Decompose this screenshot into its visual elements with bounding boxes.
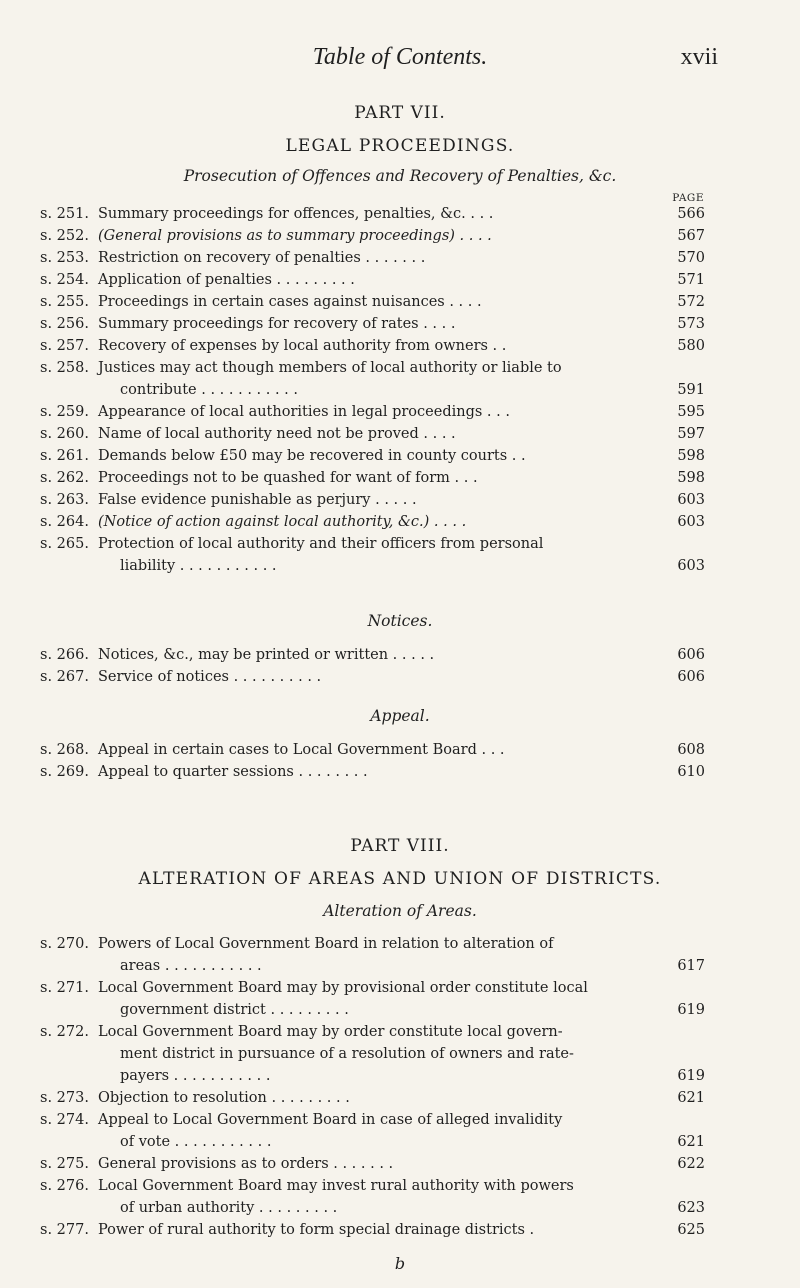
entry-title-continued: areas . . . . . . . . . . . [120,958,262,974]
entry-title: Justices may act though members of local authority or liable to [98,360,562,376]
section-number: s. 271. [40,980,89,996]
section-number: s. 266. [40,647,89,663]
section-number: s. 272. [40,1024,89,1040]
page-number: 617 [677,958,705,974]
entry-title-continued: contribute . . . . . . . . . . . [120,382,299,398]
section-number: s. 268. [40,742,89,758]
page-number: 603 [677,514,705,530]
entry-title: Service of notices . . . . . . . . . . [98,669,322,685]
page-number: 566 [677,206,705,222]
signature-mark: b [394,1254,406,1273]
page-number: 608 [677,742,705,758]
subheading-notices: Notices. [367,612,433,630]
page-number: 580 [677,338,705,354]
section-number: s. 264. [40,514,89,530]
entry-title-continued: ment district in pursuance of a resolution of owners and rate- [120,1046,574,1062]
entry-title-continued: of vote . . . . . . . . . . . [120,1134,272,1150]
page-number: 598 [677,448,705,464]
entry-title: (General provisions as to summary proceedings) . . . . [98,228,492,244]
section-number: s. 259. [40,404,89,420]
entry-title: False evidence punishable as perjury . . . . . [98,492,417,508]
part-viii-title: PART VIII. [350,836,450,856]
page-column-heading: PAGE [672,192,704,204]
entry-title: Appeal to quarter sessions . . . . . . . . [98,764,368,780]
entry-title: Demands below £50 may be recovered in county courts . . [98,448,526,464]
entry-title: Proceedings not to be quashed for want of form . . . [98,470,478,486]
entry-title: Notices, &c., may be printed or written . . . . . [98,647,435,663]
entry-title: (Notice of action against local authority, &c.) . . . . [98,514,467,530]
part-vii-title: PART VII. [354,103,446,123]
entry-title: Power of rural authority to form special drainage districts . [98,1222,535,1238]
page-number: 603 [677,492,705,508]
subheading-prosecution: Prosecution of Offences and Recovery of Penalties, &c. [183,167,617,185]
page-number: 573 [677,316,705,332]
entry-title: Local Government Board may invest rural authority with powers [98,1178,574,1194]
entry-title: General provisions as to orders . . . . . . . [98,1156,394,1172]
subheading-appeal: Appeal. [370,707,430,725]
section-number: s. 277. [40,1222,89,1238]
page-number: 606 [677,647,705,663]
entry-title-continued: of urban authority . . . . . . . . . [120,1200,338,1216]
page-number: 597 [677,426,705,442]
part-viii-heading: ALTERATION OF AREAS AND UNION OF DISTRICTS. [138,869,662,889]
page-number: 610 [677,764,705,780]
page-number: 591 [677,382,705,398]
entry-title: Objection to resolution . . . . . . . . . [98,1090,350,1106]
section-number: s. 269. [40,764,89,780]
section-number: s. 275. [40,1156,89,1172]
entry-title: Recovery of expenses by local authority from owners . . [98,338,507,354]
entry-title: Appeal to Local Government Board in case of alleged invalidity [98,1112,563,1128]
subheading-alteration: Alteration of Areas. [323,902,477,920]
section-number: s. 273. [40,1090,89,1106]
entry-title: Restriction on recovery of penalties . . . . . . . [98,250,426,266]
section-number: s. 270. [40,936,89,952]
entry-title: Appearance of local authorities in legal proceedings . . . [98,404,510,420]
section-number: s. 253. [40,250,89,266]
entry-title: Application of penalties . . . . . . . . . [98,272,355,288]
page-number: 625 [677,1222,705,1238]
section-number: s. 254. [40,272,89,288]
page-number: 622 [677,1156,705,1172]
entry-title: Proceedings in certain cases against nuisances . . . . [98,294,482,310]
section-number: s. 262. [40,470,89,486]
section-number: s. 252. [40,228,89,244]
section-number: s. 255. [40,294,89,310]
entry-title: Name of local authority need not be proved . . . . [98,426,456,442]
page-number: 621 [677,1134,705,1150]
entry-title: Summary proceedings for recovery of rates . . . . [98,316,456,332]
page-number: 623 [677,1200,705,1216]
page-number: 572 [677,294,705,310]
section-number: s. 267. [40,669,89,685]
entry-title-continued: payers . . . . . . . . . . . [120,1068,271,1084]
section-number: s. 258. [40,360,89,376]
section-number: s. 260. [40,426,89,442]
page-number: 603 [677,558,705,574]
page-number: 606 [677,669,705,685]
entry-title: Summary proceedings for offences, penalties, &c. . . . [98,206,494,222]
section-number: s. 256. [40,316,89,332]
page-number: 570 [677,250,705,266]
entry-title: Appeal in certain cases to Local Government Board . . . [98,742,505,758]
entry-title-continued: liability . . . . . . . . . . . [120,558,277,574]
running-head [0,44,800,74]
section-number: s. 261. [40,448,89,464]
section-number: s. 251. [40,206,89,222]
entry-title: Local Government Board may by order constitute local govern- [98,1024,563,1040]
entry-title: Powers of Local Government Board in relation to alteration of [98,936,554,952]
entry-title: Local Government Board may by provisional order constitute local [98,980,588,996]
page-number: 619 [677,1002,705,1018]
page-number: 571 [677,272,705,288]
entry-title: Protection of local authority and their officers from personal [98,536,544,552]
section-number: s. 263. [40,492,89,508]
section-number: s. 257. [40,338,89,354]
running-title: Table of Contents. [312,44,488,70]
running-page-number: xvii [680,44,718,70]
section-number: s. 276. [40,1178,89,1194]
page-number: 621 [677,1090,705,1106]
part-vii-heading: LEGAL PROCEEDINGS. [285,136,515,156]
page-number: 598 [677,470,705,486]
entry-title-continued: government district . . . . . . . . . [120,1002,349,1018]
section-number: s. 274. [40,1112,89,1128]
page-number: 619 [677,1068,705,1084]
page-number: 595 [677,404,705,420]
section-number: s. 265. [40,536,89,552]
page-number: 567 [677,228,705,244]
